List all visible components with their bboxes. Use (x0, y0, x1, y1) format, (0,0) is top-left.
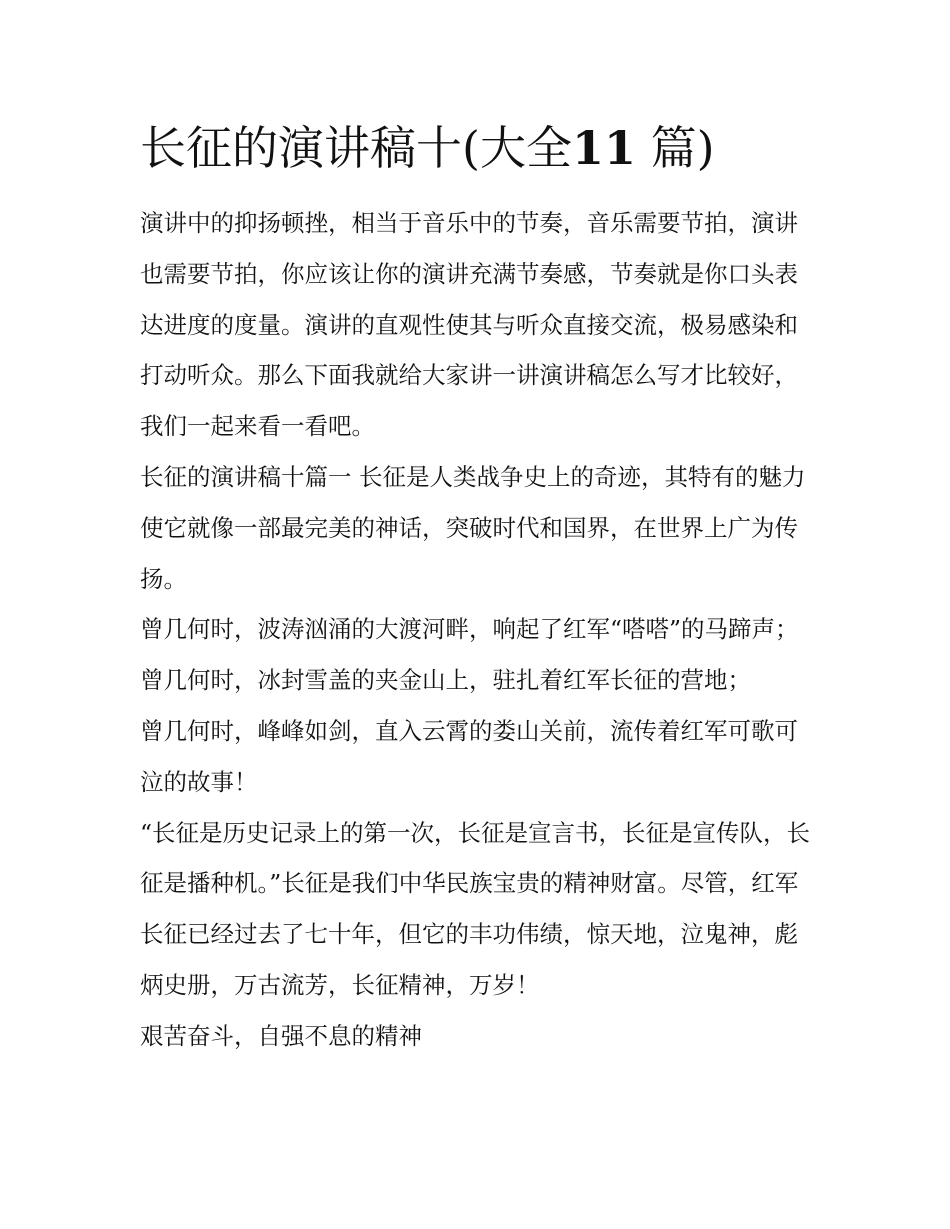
title-prefix: 长征的演讲稿十(大全 (140, 121, 572, 175)
title-number: 11 (571, 121, 636, 175)
paragraph-2: 曾几何时，波涛汹涌的大渡河畔，响起了红军“嗒嗒”的马蹄声； 曾几何时，冰封雪盖的夹金山上，驻扎着红军长征的营地； (140, 615, 799, 695)
document-body (140, 198, 820, 1062)
paragraph-5: 艰苦奋斗，自强不息的精神 (140, 1021, 422, 1050)
paragraph-4: “长征是历史记录上的第一次，长征是宣言书，长征是宣传队，长征是播种机。”长征是我们中华民族宝贵的精神财富。尽管，红军长征已经过去了七十年，但它的丰功伟绩，惊天地，泣鬼神，彪炳史册，万古流芳，长征精神，万岁！ (140, 818, 811, 999)
paragraph-3: 曾几何时，峰峰如剑，直入云霄的娄山关前，流传着红军可歌可泣的故事！ (140, 716, 798, 796)
title-suffix: 篇) (650, 121, 715, 175)
paragraph-intro: 演讲中的抑扬顿挫，相当于音乐中的节奏，音乐需要节拍，演讲也需要节拍，你应该让你的演讲充满节奏感，节奏就是你口头表达进度的度量。演讲的直观性使其与听众直接交流，极易感染和打动听众。那么下面我就给大家讲一讲演讲稿怎么写才比较好，我们一起来看一看吧。 (140, 209, 798, 441)
paragraph-1: 长征的演讲稿十篇一 长征是人类战争史上的奇迹，其特有的魅力使它就像一部最完美的神话，突破时代和国界，在世界上广为传扬。 (140, 462, 806, 593)
document-title (140, 118, 840, 178)
